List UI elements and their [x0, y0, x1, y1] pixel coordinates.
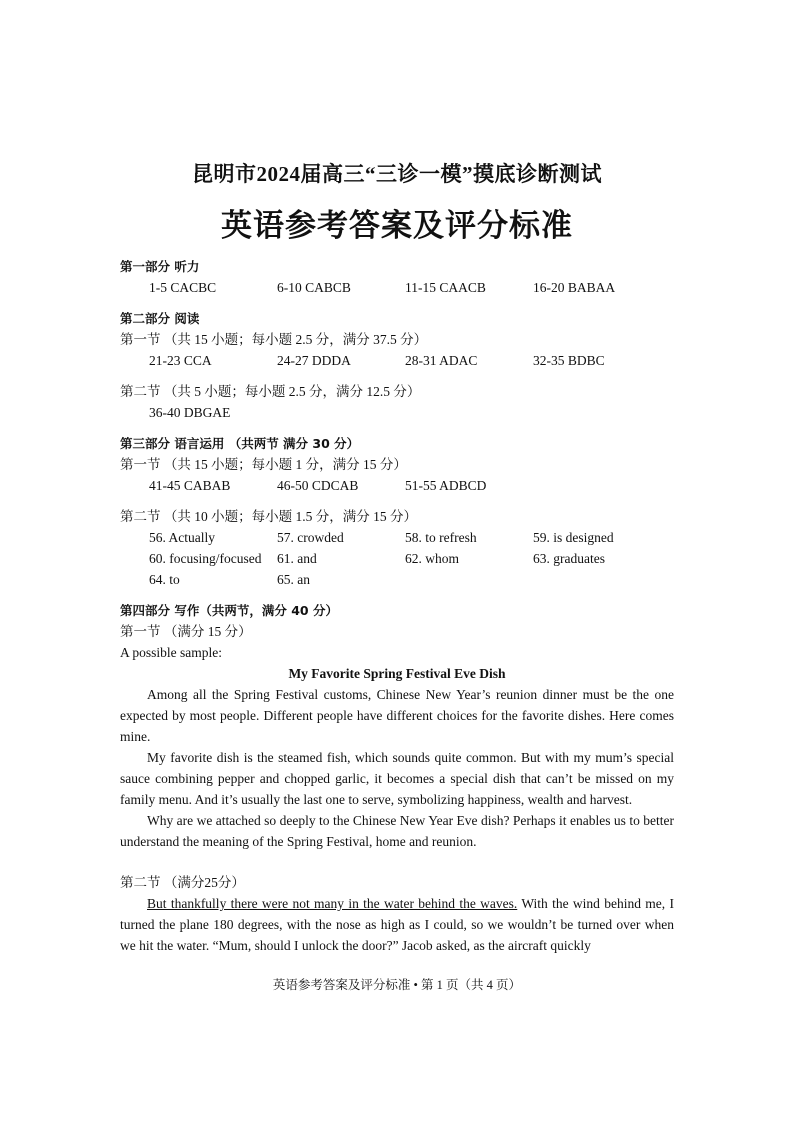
answer-item: 32-35 BDBC	[533, 353, 605, 368]
answer-item: 28-31 ADAC	[405, 353, 478, 368]
part2-section2-answers	[120, 402, 674, 423]
part2-heading: 第二部分 阅读	[120, 311, 200, 326]
answer-item: 57. crowded	[277, 530, 344, 545]
continuation-paragraph	[120, 893, 674, 956]
essay-paragraph: My favorite dish is the steamed fish, which sounds quite common. But with my mum’s special sauce combining pepper and chopped garlic, it becomes a special dish that can’t be missed on my family menu. And it’s usually the last one to serve, symbolizing happiness, wealth and harvest.	[120, 750, 674, 807]
page-footer: 英语参考答案及评分标准 • 第 1 页（共 4 页）	[272, 978, 522, 992]
continuation-text: With the wind behind me, I turned the plane 180 degrees, with the nose as high as I could, so we wouldn’t be turned over when we hit the water. “Mum, should I unlock the door?” Jacob asked, as the aircraft quickly	[120, 896, 674, 953]
answer-item: 59. is designed	[533, 530, 614, 545]
answer-item: 1-5 CACBC	[149, 280, 217, 295]
answer-item: 61. and	[277, 551, 317, 566]
part4-section1-heading: 第一节 （满分 15 分）	[120, 624, 252, 639]
answer-item: 6-10 CABCB	[277, 280, 351, 295]
part3-section2-heading: 第二节 （共 10 小题；每小题 1.5 分，满分 15 分）	[120, 509, 417, 524]
part3-section1-answers	[120, 475, 674, 496]
answer-item: 64. to	[149, 572, 180, 587]
answer-item: 63. graduates	[533, 551, 605, 566]
part3-heading: 第三部分 语言运用 （共两节 满分 30 分）	[120, 436, 360, 451]
answer-item: 60. focusing/focused	[149, 551, 262, 566]
part1-heading: 第一部分 听力	[120, 259, 200, 274]
answer-item: 21-23 CCA	[149, 353, 212, 368]
essay-paragraph: Why are we attached so deeply to the Chinese New Year Eve dish? Perhaps it enables us to better understand the meaning of the Spring Festival, home and reunion.	[120, 813, 674, 849]
answer-item: 24-27 DDDA	[277, 353, 351, 368]
part2-section2-heading: 第二节 （共 5 小题；每小题 2.5 分，满分 12.5 分）	[120, 384, 421, 399]
essay-paragraph: Among all the Spring Festival customs, Chinese New Year’s reunion dinner must be the one expected by most people. Different people have different choices for the favorite dishes. Here comes mine.	[120, 687, 674, 744]
part3-section1-heading: 第一节 （共 15 小题；每小题 1 分，满分 15 分）	[120, 457, 407, 472]
answer-item: 41-45 CABAB	[149, 478, 231, 493]
exam-title: 昆明市2024届高三“三诊一模”摸底诊断测试	[192, 162, 602, 186]
part4-section2-heading: 第二节 （满分25分）	[120, 875, 245, 890]
part3-section2-row	[120, 527, 674, 548]
part3-section2-row	[120, 548, 674, 569]
answer-item: 11-15 CAACB	[405, 280, 486, 295]
underlined-sentence: But thankfully there were not many in the water behind the waves.	[147, 896, 518, 911]
part3-section2-row	[120, 569, 674, 590]
document-body	[120, 256, 674, 956]
answer-item: 65. an	[277, 572, 310, 587]
answer-item: 58. to refresh	[405, 530, 477, 545]
answer-item: 36-40 DBGAE	[149, 405, 231, 420]
part4-heading: 第四部分 写作（共两节，满分 40 分）	[120, 603, 338, 618]
answer-item: 51-55 ADBCD	[405, 478, 487, 493]
answer-item: 46-50 CDCAB	[277, 478, 359, 493]
part2-section1-answers	[120, 350, 674, 371]
sample-label: A possible sample:	[120, 645, 222, 660]
essay-title: My Favorite Spring Festival Eve Dish	[288, 666, 506, 681]
part2-section1-heading: 第一节 （共 15 小题；每小题 2.5 分，满分 37.5 分）	[120, 332, 428, 347]
part1-answers	[120, 277, 674, 298]
answer-item: 62. whom	[405, 551, 459, 566]
answer-item: 56. Actually	[149, 530, 215, 545]
answer-item: 16-20 BABAA	[533, 280, 616, 295]
answer-key-title: 英语参考答案及评分标准	[221, 208, 573, 243]
